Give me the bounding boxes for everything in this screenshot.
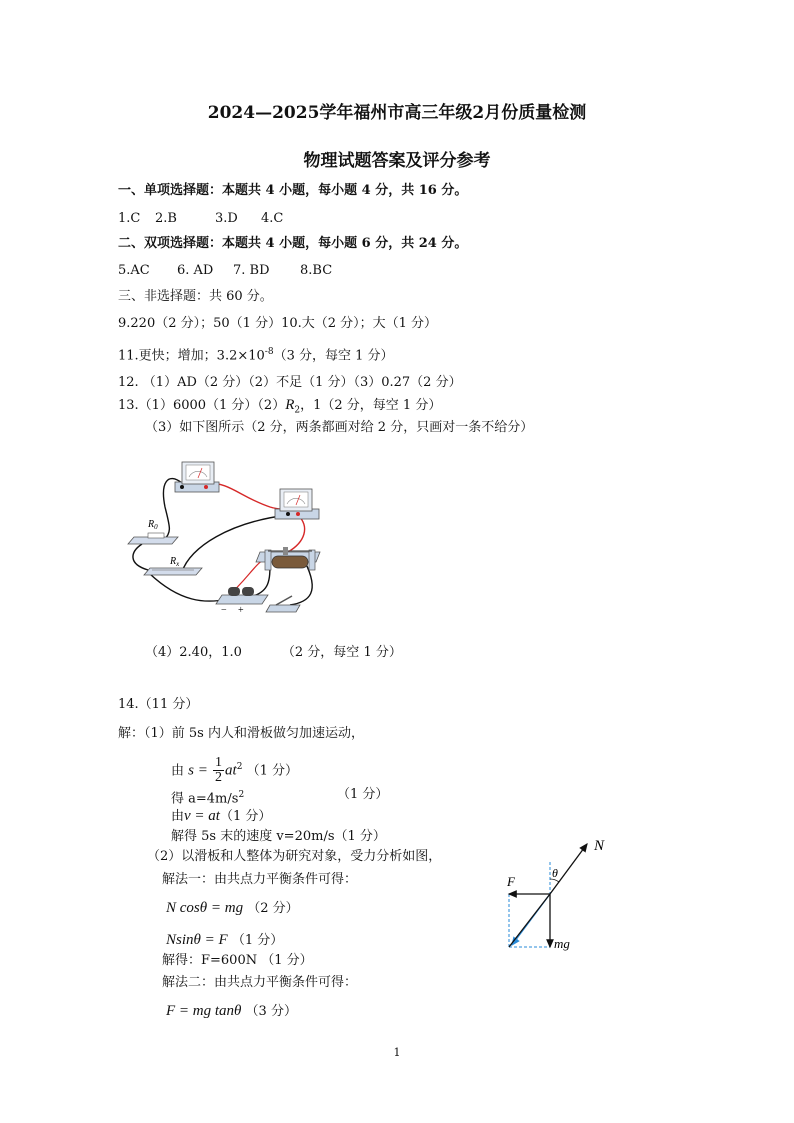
q14-intro: 解：（1）前 5s 内人和滑板做匀加速运动，	[118, 726, 364, 741]
wire-r0-rx	[133, 544, 148, 570]
label-n: N	[594, 838, 605, 854]
rheostat	[256, 547, 320, 570]
section1-heading: 一、单项选择题：本题共 4 小题，每小题 4 分，共 16 分。	[118, 183, 468, 198]
q14-part2: （2）以滑板和人整体为研究对象，受力分析如图，	[147, 849, 442, 864]
resistor-r0	[128, 519, 178, 544]
ammeter	[175, 462, 219, 492]
q14-eq7: 解得：F=600N （1 分）	[162, 953, 313, 968]
battery-plus: +	[238, 605, 244, 616]
q13-answers: 13.（1）6000（1 分）$(2)R_2$，1（2 分，每空 1 分）	[118, 397, 442, 416]
page-title: 2024—2025学年福州市高三年级2月份质量检测	[207, 103, 587, 123]
q14-method1: 解法一：由共点力平衡条件可得：	[162, 872, 358, 887]
q14-eq2-score: （1 分）	[337, 787, 389, 802]
answer-5: 5.AC	[118, 263, 150, 278]
circuit-diagram	[120, 452, 340, 622]
answer-2: 2.B	[155, 211, 177, 226]
q14-method2: 解法二：由共点力平衡条件可得：	[162, 975, 358, 990]
resistor-rx	[144, 556, 202, 575]
battery-minus: −	[221, 605, 227, 616]
q14-eq1: 由 s = $\frac{1}{2}$ $at^2$ （1 分）	[171, 755, 298, 786]
answer-8: 8.BC	[300, 263, 333, 278]
q14-eq2: 得 $a=4m/s^2$	[171, 790, 245, 807]
r0-label: $R_0$	[148, 519, 158, 531]
q11-answers: 11.更快；增加；$3.2\times 10^{-8}(3$ 分，每空 1 分）	[118, 347, 394, 364]
answer-6: 6. AD	[177, 263, 214, 278]
q13-part3: （3）如下图所示（2 分，两条都画对给 2 分，只画对一条不给分）	[145, 420, 534, 435]
n-line-lower	[509, 894, 550, 947]
answer-7: 7. BD	[233, 263, 270, 278]
page-subtitle: 物理试题答案及评分参考	[303, 151, 491, 171]
q14-eq5: N cosθ = mg （2 分）	[166, 900, 299, 916]
q12-answers: 12. （1）AD（2 分）（2）不足（1 分）（3）0.27（2 分）	[118, 375, 462, 390]
answer-1: 1.C	[118, 211, 141, 226]
label-f: F	[507, 874, 515, 889]
q13-part4: （4）2.40，1.0 （2 分，每空 1 分）	[145, 645, 402, 660]
answer-4: 4.C	[261, 211, 284, 226]
battery	[216, 587, 268, 616]
q14-header: 14.（11 分）	[118, 697, 199, 712]
force-diagram	[495, 834, 620, 959]
label-mg: mg	[554, 936, 570, 951]
section2-heading: 二、双项选择题：本题共 4 小题，每小题 6 分，共 24 分。	[118, 236, 468, 251]
label-theta: θ	[552, 866, 558, 880]
section3-heading: 三、非选择题：共 60 分。	[118, 289, 273, 304]
wire-rx-battery	[150, 574, 228, 601]
q14-eq8: F = mg tanθ （3 分）	[166, 1003, 297, 1019]
q14-eq6: Nsinθ = F （1 分）	[166, 932, 284, 948]
rx-label: $R_x$	[170, 556, 180, 568]
q14-eq3: 由v = at（1 分）	[171, 808, 272, 824]
voltmeter	[275, 489, 319, 519]
answer-3: 3.D	[215, 211, 238, 226]
q14-eq4: 解得 5s 末的速度 v=20m/s（1 分）	[171, 829, 386, 844]
q9-q10-answers: 9.220（2 分）；50（1 分）10.大（2 分）；大（1 分）	[118, 316, 438, 331]
page-number: 1	[393, 1046, 401, 1059]
wire-red-voltmeter-rheostat	[288, 515, 305, 552]
